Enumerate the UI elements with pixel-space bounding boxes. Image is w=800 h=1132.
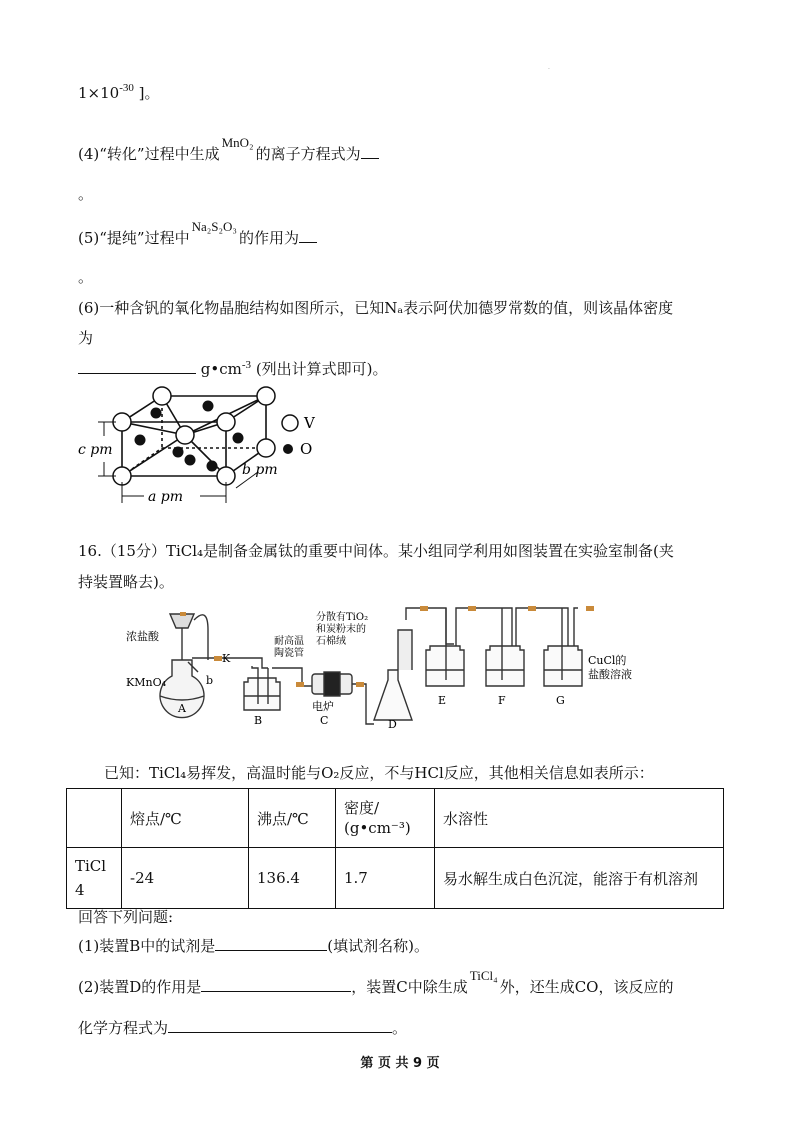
q5-suffix: 的作用为 — [238, 229, 299, 247]
label-b-small: b — [206, 674, 214, 687]
property-table — [66, 788, 724, 909]
known-info: 已知：TiCl₄易挥发，高温时能与O₂反应，不与HCl反应，其他相关信息如表所示： — [104, 764, 654, 782]
table-cell: 136.4 — [249, 848, 336, 909]
label-ceramic-2: 陶瓷管 — [274, 648, 304, 659]
label-b: B — [254, 714, 263, 727]
label-ceramic-1: 耐高温 — [274, 636, 304, 647]
table-cell: TiCl 4 — [67, 848, 122, 909]
a-label: a pm — [148, 489, 184, 505]
question-1 — [78, 935, 429, 956]
b-label: b pm — [242, 462, 278, 478]
q6-line3 — [78, 358, 388, 379]
label-disperse-3: 石棉绒 — [316, 636, 346, 647]
question-4 — [78, 135, 379, 164]
q4-formula: MnO₂ — [221, 135, 254, 150]
q4-prefix: (4)“转化”过程中生成 — [78, 145, 220, 163]
q5-prefix: (5)“提纯”过程中 — [78, 229, 190, 247]
page-footer: 第 页 共 9 页 — [360, 1056, 440, 1071]
q5-end: 。 — [78, 268, 94, 286]
table-header-cell: 熔点/℃ — [122, 789, 249, 848]
label-a: A — [178, 702, 186, 715]
q6-hint: (列出计算式即可)。 — [255, 360, 388, 378]
label-cucl-1: CuCl的 — [588, 654, 627, 667]
legend-v-symbol — [282, 415, 298, 431]
q2-blank-1[interactable] — [201, 977, 351, 992]
q6-line1: (6)一种含钒的氧化物晶胞结构如图所示，已知Nₐ表示阿伏加德罗常数的值，则该晶体密度 — [78, 299, 674, 317]
table-header-cell — [67, 789, 122, 848]
q2-prefix: (2)装置D的作用是 — [78, 978, 202, 996]
label-c: C — [320, 714, 329, 727]
table-header-cell: 沸点/℃ — [249, 789, 336, 848]
label-disperse-2: 和炭粉末的 — [316, 624, 366, 635]
q1-blank[interactable] — [215, 936, 327, 951]
label-e: E — [438, 694, 447, 707]
q6-unit: g•cm — [200, 360, 242, 378]
question-5 — [78, 219, 317, 248]
table-header-cell: 水溶性 — [435, 789, 724, 848]
q6-line2: 为 — [78, 329, 94, 347]
label-k: K — [222, 652, 231, 665]
q2b-suffix: 。 — [392, 1019, 408, 1037]
table-cell: 易水解生成白色沉淀，能溶于有机溶剂 — [435, 848, 724, 909]
question-2 — [78, 968, 674, 997]
q4-end: 。 — [78, 185, 94, 203]
expr-exponent: -30 — [119, 82, 134, 94]
q16-line1: 16.（15分）TiCl₄是制备金属钛的重要中间体。某小组同学利用如图装置在实验室制备(夹 — [78, 542, 674, 560]
legend-o-label: O — [300, 440, 313, 458]
apparatus-figure — [126, 600, 666, 740]
q2-mid: ，装置C中除生成 — [351, 978, 468, 996]
q6-blank[interactable] — [78, 359, 196, 374]
label-g: G — [556, 694, 565, 707]
q2-suffix: 外，还生成CO，该反应的 — [499, 978, 674, 996]
label-kmno4: KMnO₄ — [126, 676, 166, 689]
q1-prefix: (1)装置B中的试剂是 — [78, 937, 216, 955]
question-2b — [78, 1017, 407, 1038]
label-disperse-1: 分散有TiO₂ — [316, 612, 369, 623]
q16-line2: 持装置略去)。 — [78, 573, 174, 591]
q2-formula: TiCl₄ — [469, 968, 498, 983]
answer-intro: 回答下列问题: — [78, 908, 174, 926]
q1-suffix: (填试剂名称)。 — [327, 937, 429, 955]
table-cell: 1.7 — [336, 848, 435, 909]
q5-blank[interactable] — [299, 228, 317, 243]
expr-end: ]。 — [138, 84, 160, 102]
q4-blank[interactable] — [361, 144, 379, 159]
label-d: D — [388, 718, 397, 731]
label-furnace: 电炉 — [312, 700, 334, 713]
kinetic-expression — [78, 82, 160, 103]
q4-suffix: 的离子方程式为 — [255, 145, 361, 163]
speck: . — [548, 64, 550, 71]
q5-formula: Na₂S₂O₃ — [191, 219, 237, 234]
label-f: F — [498, 694, 506, 707]
table-cell: -24 — [122, 848, 249, 909]
q2b-blank[interactable] — [168, 1018, 392, 1033]
table-header-cell: 密度/ (g•cm⁻³) — [336, 789, 435, 848]
expr-base: 1×10 — [78, 84, 120, 102]
table-row — [67, 848, 724, 909]
legend-v-label: V — [304, 414, 315, 432]
label-hcl: 浓盐酸 — [126, 630, 159, 643]
c-label: c pm — [78, 442, 113, 458]
legend-o-symbol — [283, 444, 293, 454]
crystal-cell-figure — [78, 378, 358, 513]
label-cucl-2: 盐酸溶液 — [588, 668, 632, 681]
q2b-prefix: 化学方程式为 — [78, 1019, 169, 1037]
q6-unit-exp: -3 — [241, 359, 252, 371]
table-header-row — [67, 789, 724, 848]
